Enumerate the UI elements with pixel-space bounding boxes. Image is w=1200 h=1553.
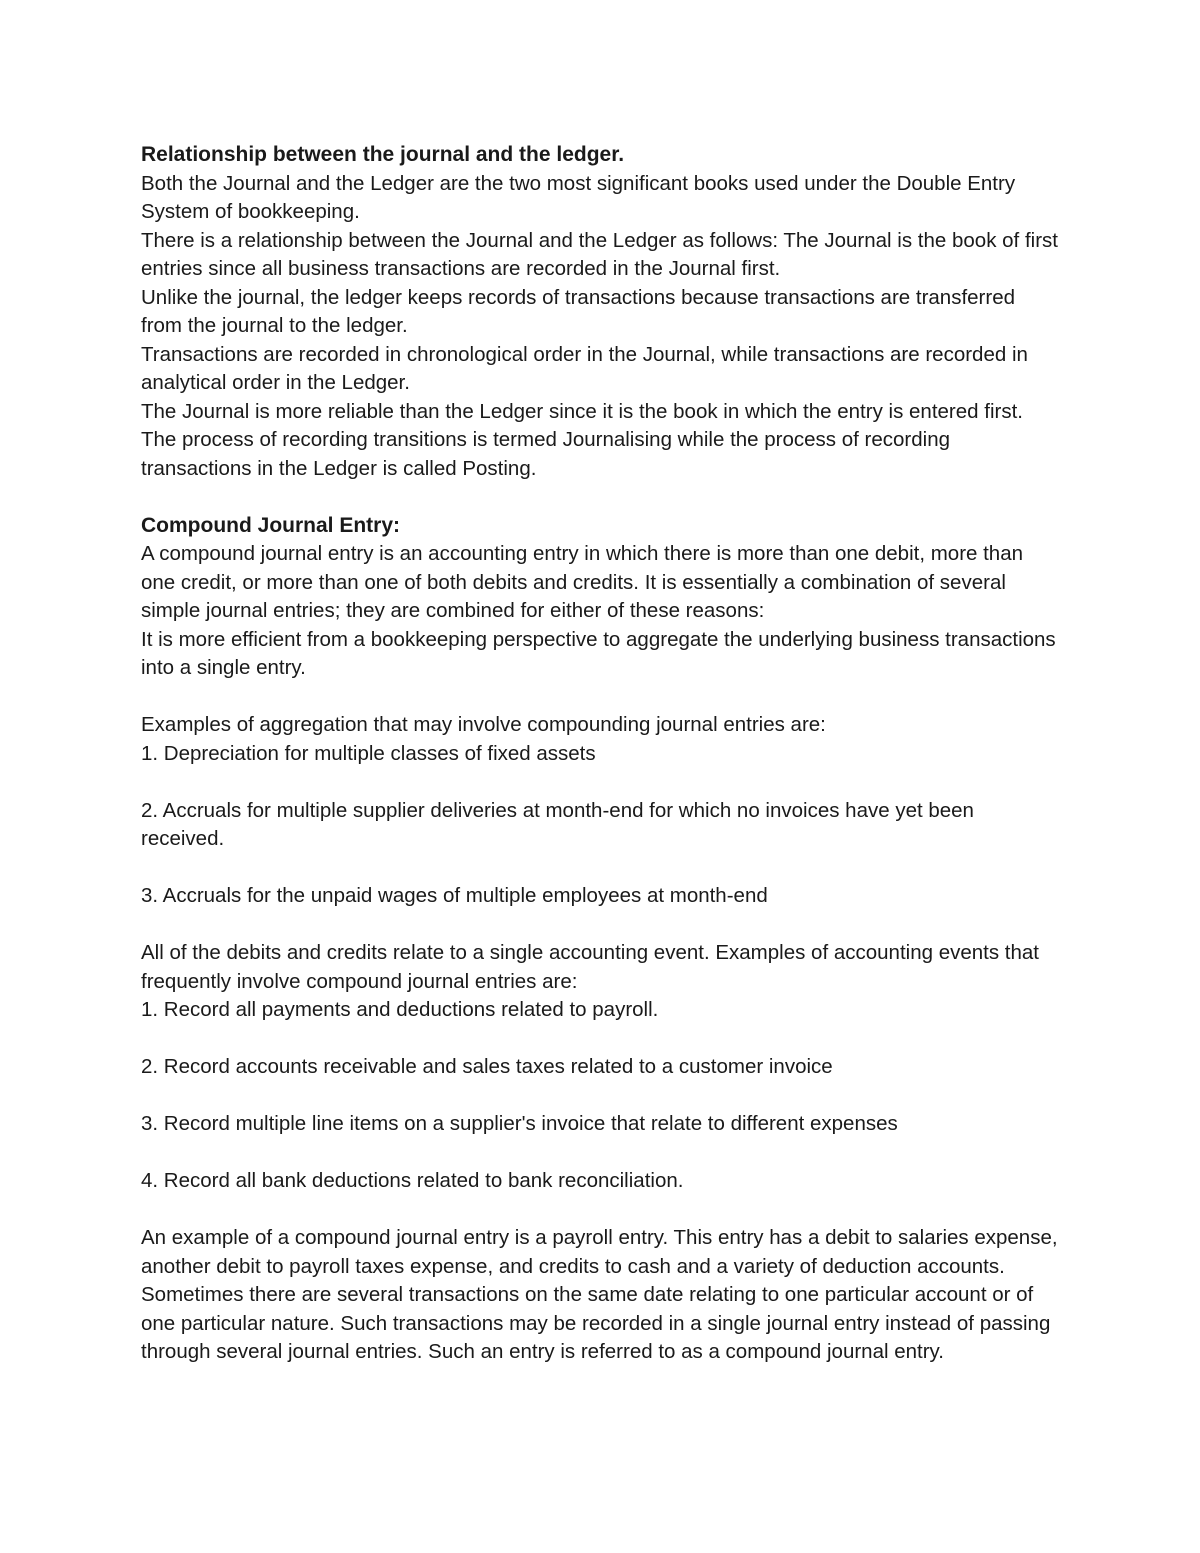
list-item: 3. Record multiple line items on a supplier's invoice that relate to different expenses xyxy=(141,1112,898,1135)
paragraph: An example of a compound journal entry is a payroll entry. This entry has a debit to salaries expense, another debit to payroll taxes expense, and credits to cash and a variety of deduction accounts. Sometimes there are several transactions on the same date relating to one particular account or of one particular nature. Such transactions may be recorded in a single journal entry instead of passing through several journal entries. Such an entry is referred to as a compound journal entry. xyxy=(141,1226,1058,1363)
spacer xyxy=(141,911,1061,940)
spacer xyxy=(141,683,1061,712)
paragraph: Transactions are recorded in chronological order in the Journal, while transactions are recorded in analytical order in the Ledger. xyxy=(141,342,1028,394)
paragraph: A compound journal entry is an accounting entry in which there is more than one debit, more than one credit, or more than one of both debits and credits. It is essentially a combination of several simple journal entries; they are combined for either of these reasons: xyxy=(141,542,1024,622)
paragraph: All of the debits and credits relate to a single accounting event. Examples of accounting events that frequently involve compound journal entries are: xyxy=(141,941,1039,993)
list-item: 2. Accruals for multiple supplier deliveries at month-end for which no invoices have yet been received. xyxy=(141,798,974,850)
spacer xyxy=(141,1139,1061,1168)
paragraph: The Journal is more reliable than the Ledger since it is the book in which the entry is entered first. The process of recording transitions is termed Journalising while the process of recording transactions in the Ledger is called Posting. xyxy=(141,399,1023,480)
list-item: 2. Record accounts receivable and sales taxes related to a customer invoice xyxy=(141,1055,833,1078)
list-item: 3. Accruals for the unpaid wages of multiple employees at month-end xyxy=(141,884,768,907)
paragraph: Unlike the journal, the ledger keeps records of transactions because transactions are transferred from the journal to the ledger. xyxy=(141,285,1016,337)
section-heading-relationship: Relationship between the journal and the ledger. xyxy=(141,143,625,166)
paragraph: Both the Journal and the Ledger are the two most significant books used under the Double Entry System of bookkeeping. xyxy=(141,171,1016,223)
document-page xyxy=(141,141,1061,1367)
section-heading-compound-entry: Compound Journal Entry: xyxy=(141,513,400,537)
list-item: 4. Record all bank deductions related to bank reconciliation. xyxy=(141,1169,684,1192)
spacer xyxy=(141,1196,1061,1225)
spacer xyxy=(141,483,1061,512)
list-item: 1. Depreciation for multiple classes of fixed assets xyxy=(141,741,596,765)
paragraph: There is a relationship between the Journal and the Ledger as follows: The Journal is the book of first entries since all business transactions are recorded in the Journal first. xyxy=(141,228,1058,280)
paragraph: It is more efficient from a bookkeeping perspective to aggregate the underlying business transactions into a single entry. xyxy=(141,627,1056,679)
spacer xyxy=(141,768,1061,797)
paragraph: Examples of aggregation that may involve compounding journal entries are: xyxy=(141,713,826,736)
list-item: 1. Record all payments and deductions related to payroll. xyxy=(141,998,659,1021)
spacer xyxy=(141,1025,1061,1054)
spacer xyxy=(141,1082,1061,1111)
spacer xyxy=(141,854,1061,883)
